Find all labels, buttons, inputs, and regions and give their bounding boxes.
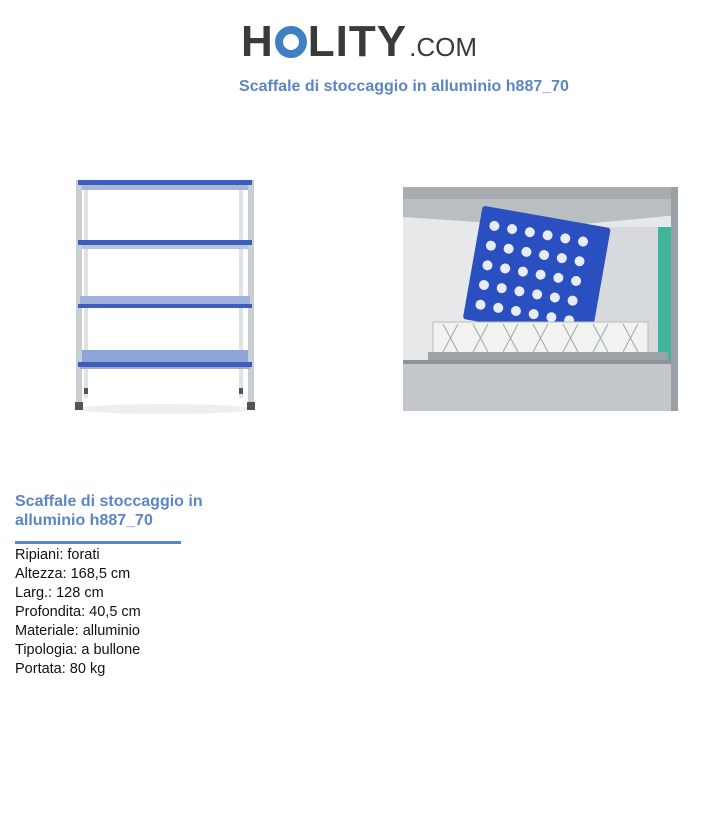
- dishwasher-image: [403, 187, 678, 411]
- shelf-level: [78, 350, 252, 369]
- logo-domain: .COM: [409, 32, 477, 62]
- spec-item: Larg.: 128 cm: [15, 585, 104, 601]
- site-logo[interactable]: [241, 12, 481, 68]
- product-title: Scaffale di stoccaggio in alluminio h887_70: [15, 493, 203, 529]
- shelf-level: [78, 240, 252, 249]
- shelf-level: [78, 180, 252, 190]
- spec-item: Tipologia: a bullone: [15, 642, 141, 658]
- spec-item: Portata: 80 kg: [15, 661, 106, 677]
- logo-o-icon: [275, 26, 307, 58]
- title-divider: [15, 541, 181, 544]
- spec-item: Materiale: alluminio: [15, 623, 140, 639]
- spec-item: Profondita: 40,5 cm: [15, 604, 141, 620]
- logo-wordmark: H LITY: [241, 17, 408, 66]
- shelf-image: [72, 176, 258, 416]
- shelf-level: [78, 296, 252, 308]
- spec-item: Ripiani: forati: [15, 547, 100, 563]
- page-title: Scaffale di stoccaggio in alluminio h887_70: [239, 78, 569, 95]
- spec-item: Altezza: 168,5 cm: [15, 566, 131, 582]
- product-specs: [15, 546, 141, 679]
